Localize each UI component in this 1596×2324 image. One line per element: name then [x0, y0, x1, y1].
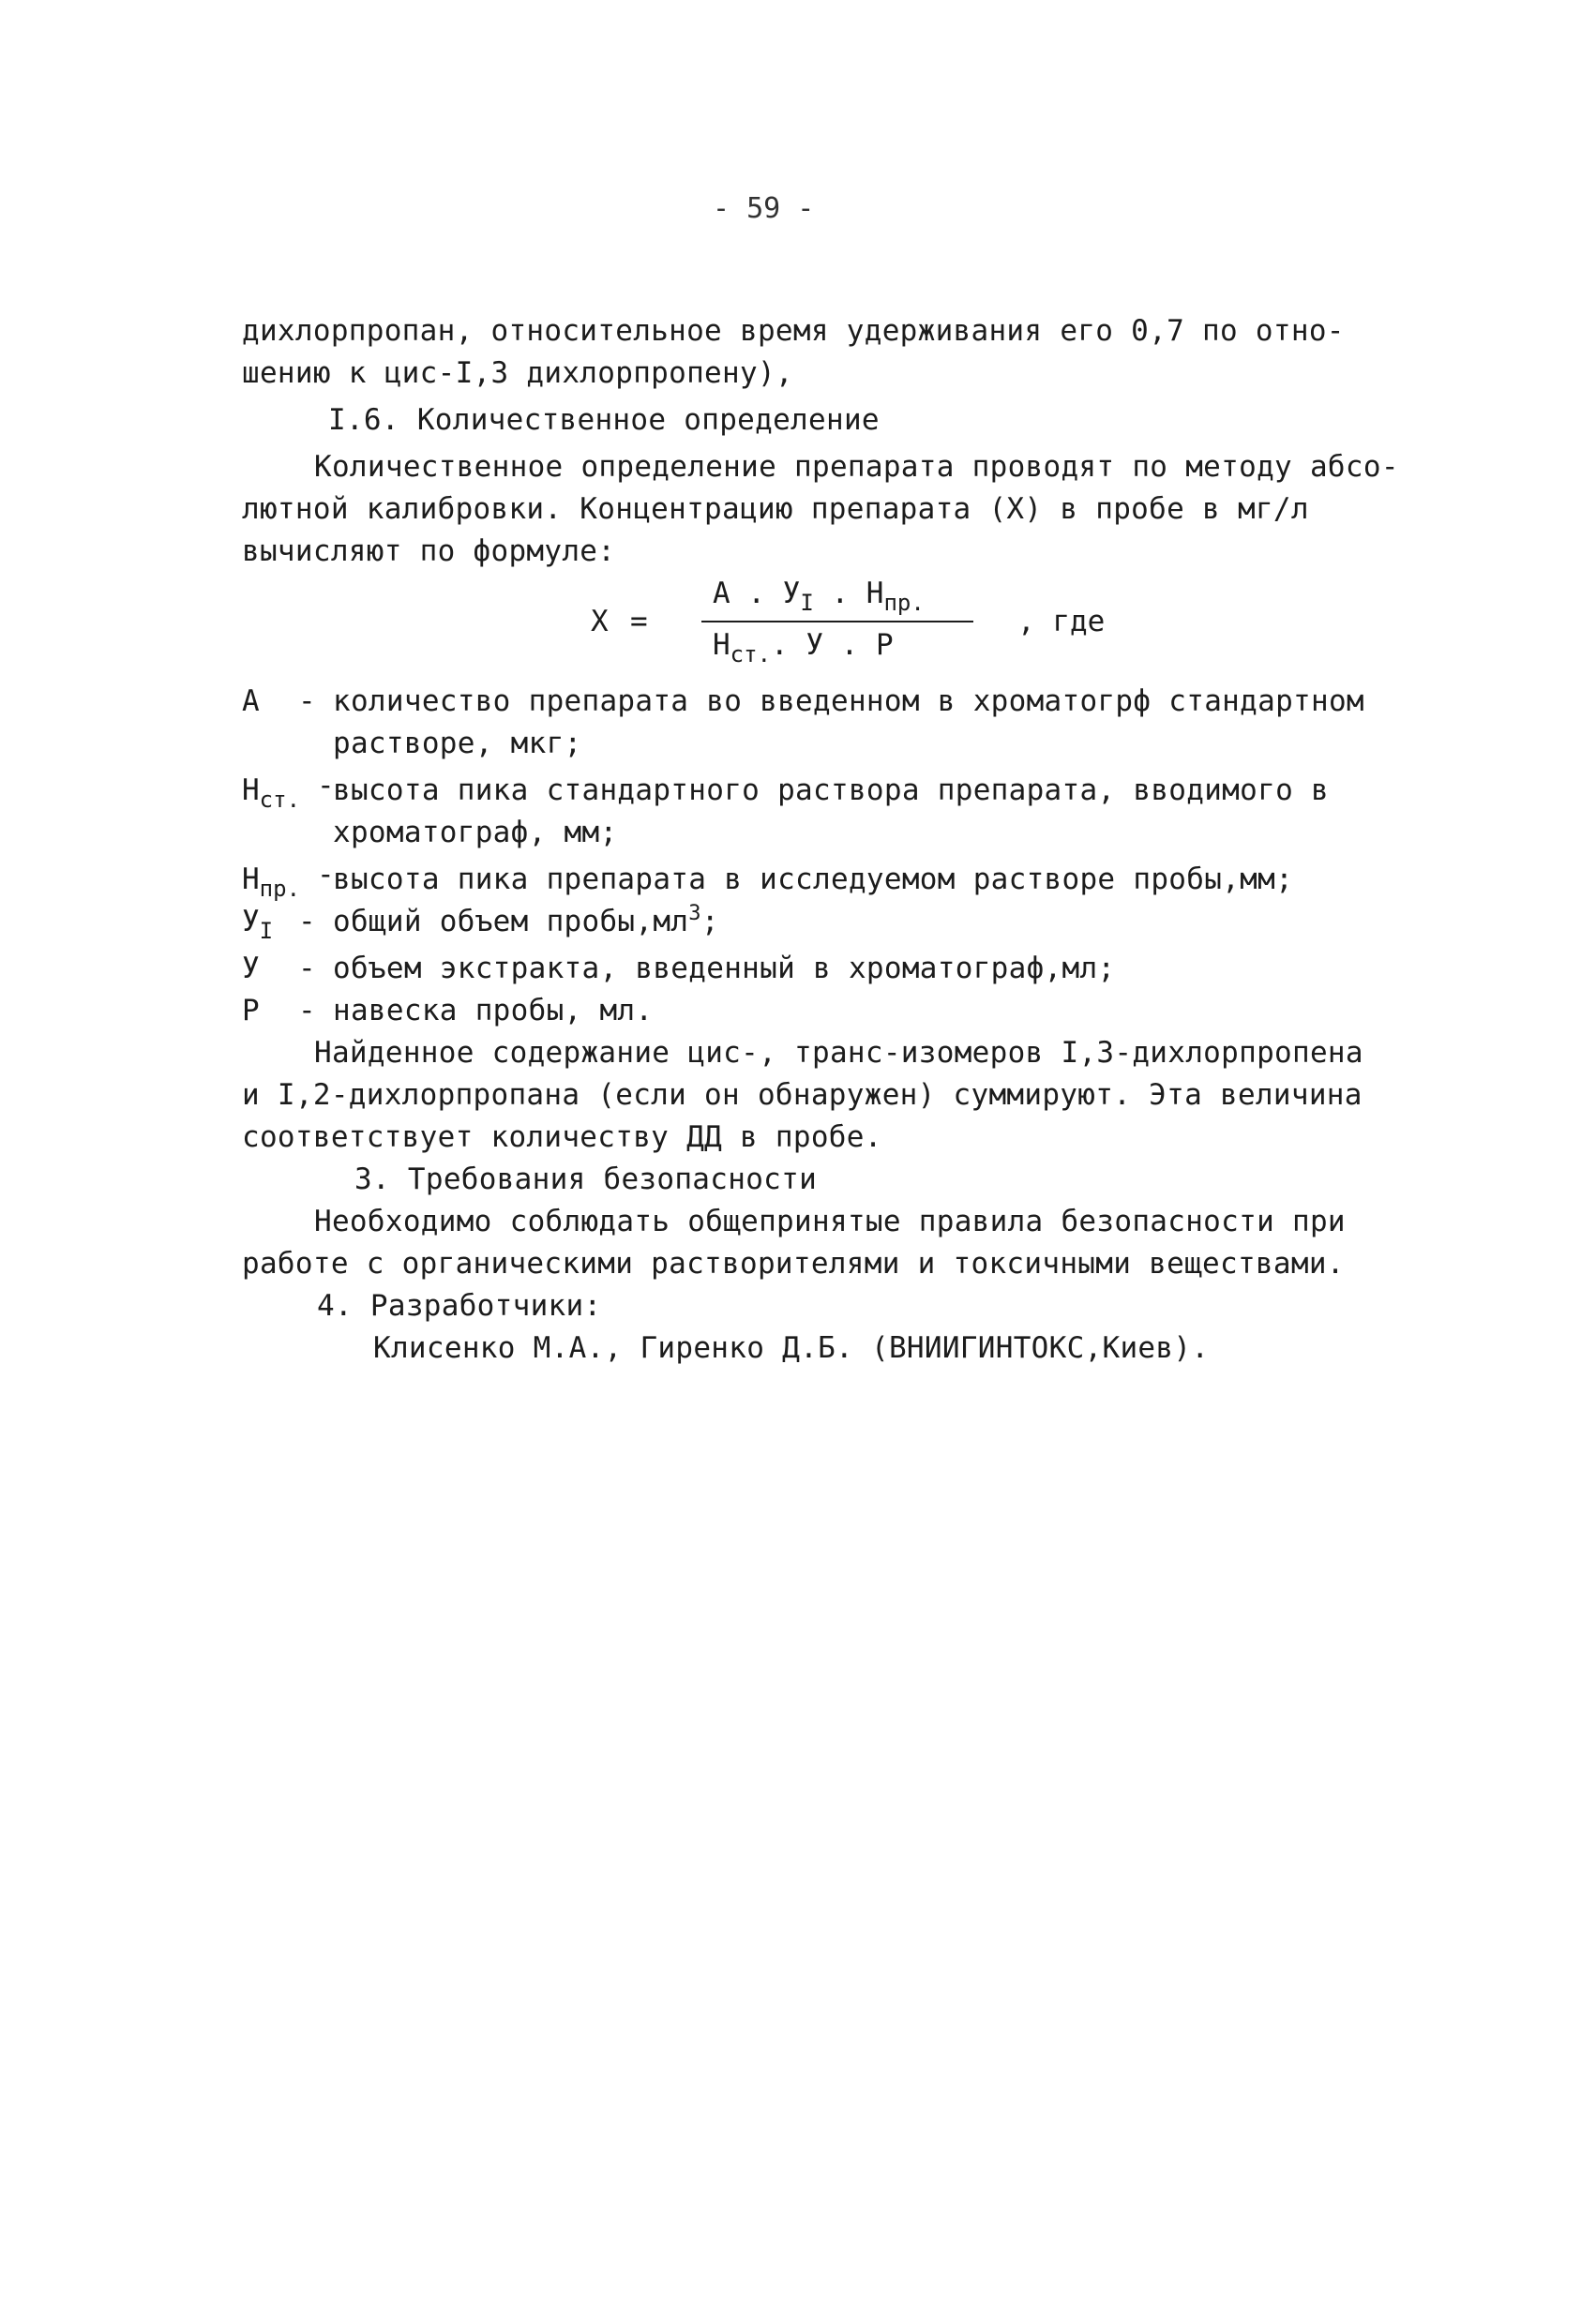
- definition-text: высота пика препарата в исследуемом растворе пробы,мм;: [333, 862, 1294, 896]
- denominator-part-a: H: [713, 628, 730, 662]
- superscript: 3: [688, 902, 701, 925]
- formula-numerator: [713, 577, 925, 616]
- intro-line-1: дихлорпропан, относительное время удерживания его 0,7 по отно-: [242, 314, 1345, 348]
- section-1-6-para-line-2: лютной калибровки. Концентрацию препарата (X) в пробе в мг/л: [242, 492, 1309, 526]
- numerator-sub-a: I: [800, 590, 814, 616]
- formula-equals: =: [630, 605, 648, 638]
- concentration-formula: [591, 577, 1116, 670]
- denominator-part-b: . У . P: [771, 628, 894, 662]
- term-symbol: У: [242, 905, 260, 938]
- section-1-6-para-line-3: вычисляют по формуле:: [242, 534, 616, 568]
- definition-dash: -: [298, 905, 316, 938]
- definition-text: навеска пробы, мл.: [333, 994, 654, 1027]
- section-3-line-1: Необходимо соблюдать общепринятые правила безопасности при: [314, 1205, 1346, 1238]
- term-symbol: H: [242, 773, 260, 807]
- definition-text: объем экстракта, введенный в хроматограф,мл;: [333, 952, 1116, 985]
- definition-term: [242, 992, 260, 1029]
- definition-dash: -: [298, 994, 316, 1027]
- definition-text-continued: хроматограф, мм;: [333, 816, 618, 849]
- definition-term: [242, 861, 301, 902]
- term-symbol: У: [242, 952, 260, 985]
- summary-line-2: и I,2-дихлорпропана (если он обнаружен) суммируют. Эта величина: [242, 1078, 1363, 1112]
- fraction-bar: [701, 621, 973, 622]
- section-3-line-2: работе с органическими растворителями и токсичными веществами.: [242, 1247, 1345, 1281]
- definition-text-continued: растворе, мкг;: [333, 727, 582, 760]
- formula-denominator: [713, 628, 894, 667]
- section-1-6-heading: I.6. Количественное определение: [328, 403, 880, 437]
- denominator-sub-a: ст.: [730, 641, 772, 667]
- definition-text-main: общий объем пробы,мл: [333, 905, 689, 938]
- formula-where: , где: [1017, 605, 1106, 638]
- numerator-part-a: А . У: [713, 577, 801, 610]
- term-symbol: H: [242, 862, 260, 896]
- term-subscript: I: [259, 918, 274, 944]
- definition-term: [242, 903, 274, 944]
- page-number: - 59 -: [713, 192, 815, 225]
- section-3-heading: 3. Требования безопасности: [354, 1162, 818, 1196]
- definition-text-end: ;: [700, 905, 719, 938]
- term-subscript: пр.: [259, 876, 301, 902]
- summary-line-3: соответствует количеству ДД в пробе.: [242, 1120, 882, 1154]
- section-4-line-1: Клисенко М.А., Гиренко Д.Б. (ВНИИГИНТОКС,Киев).: [373, 1331, 1210, 1365]
- formula-lhs: X: [591, 605, 609, 638]
- definition-term: [242, 682, 260, 720]
- definition-text: высота пика стандартного раствора препарата, вводимого в: [333, 773, 1329, 807]
- term-subscript: ст.: [259, 787, 301, 813]
- definition-dash: -: [317, 769, 335, 802]
- definition-term: [242, 772, 301, 813]
- section-4-heading: 4. Разработчики:: [317, 1289, 602, 1323]
- term-symbol: А: [242, 684, 260, 718]
- definition-dash: -: [317, 858, 335, 892]
- section-1-6-para-line-1: Количественное определение препарата проводят по методу абсо-: [314, 450, 1399, 484]
- definition-text: количество препарата во введенном в хроматогрф стандартном: [333, 684, 1364, 718]
- definition-text: [333, 903, 719, 940]
- definition-term: [242, 950, 260, 987]
- definition-dash: -: [298, 684, 316, 718]
- intro-line-2: шению к цис-I,3 дихлорпропену),: [242, 356, 793, 390]
- numerator-sub-b: пр.: [883, 590, 925, 616]
- definition-dash: -: [298, 952, 316, 985]
- summary-line-1: Найденное содержание цис-, транс-изомеров I,3-дихлорпропена: [314, 1036, 1363, 1070]
- term-symbol: P: [242, 994, 260, 1027]
- numerator-part-b: . H: [813, 577, 884, 610]
